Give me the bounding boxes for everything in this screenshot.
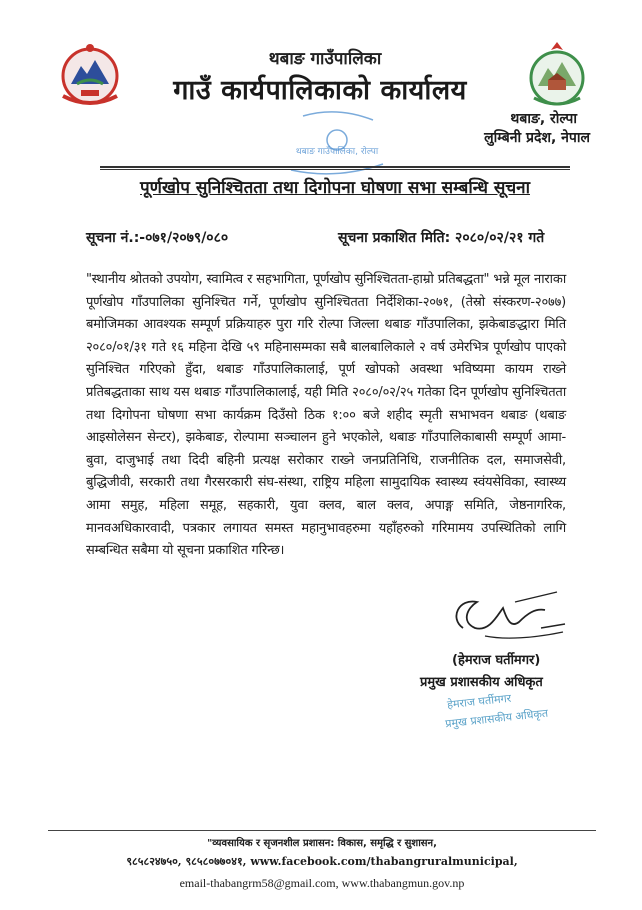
title-rule-thick [100, 166, 570, 168]
notice-publish-date: सूचना प्रकाशित मिति: २०८०/०२/२१ गते [338, 230, 545, 246]
notice-body: "स्थानीय श्रोतको उपयोग, स्वामित्व र सहभागिता, पूर्णखोप सुनिश्चितता-हाम्रो प्रतिबद्धता" भन्ने मूल नाराका पूर्णखोप गाँउपालिका सुनिश्चित गर्ने, पूर्णखोप सुनिश्चितता निर्देशिका-२०७१, (तेस्रो संस्करण-२०७७) बमोजिमका आवश्यक सम्पूर्ण प्रक्रियाहरु पुरा गरि रोल्पा जिल्ला थबाङ गाँउपालिका, झकेबाङद्धारा मिति २०८०/०१/३१ गते १६ महिना देखि ५९ महिनासम्मका सबै बालबालिकाले २ वर्ष उमेरभित्र पूर्णखोप पाएको सुनिश्चित गरिएको हुँदा, थबाङ गाँउपालिकालाई, पूर्ण खोपको अवस्था भविष्यमा कायम राख्ने प्रतिबद्धताका साथ यस थबाङ गाँउपालिकालाई, यही मिति २०८०/०२/२५ गतेका दिन पूर्णखोप सुनिश्चितता तथा दिगोपना घोषणा सभा कार्यक्रम दिउँसो ठिक १:०० बजे शहीद स्मृती सभाभवन थबाङ (थबाङ आइसोलेसन सेन्टर), झकेबाङ, रोल्पामा सञ्चालन हुने भएकोले, थबाङ गाँउपालिकाबासी सम्पूर्ण आमा-बुवा, दाजुभाई तथा दिदी बहिनी प्रत्यक्ष सरोकार राख्ने जनप्रतिनिधि, राजनीतिक दल, समाजसेवी, बुद्धिजीवी, सरकारी तथा गैरसरकारी संघ-संस्था, राष्ट्रिय महिला सामुदायिक स्वास्थ्य स्वंयसेविका, स्वास्थ्य आमा समुह, महिला समूह, सहकारी, युवा क्लव, बाल क्लव, अपाङ्ग समिति, जेष्ठनागरिक, मानवअधिकारवादी, पत्रकार लगायत समस्त महानुभावहरुमा यहाँहरुको गरिमामय उपस्थितिको लागि सम्बन्धित सबैमा यो सूचना प्रकाशित गरिन्छ। [86, 272, 566, 559]
footer-slogan: "व्यवसायिक र सृजनशील प्रशासन: विकास, समृद्धि र सुशासन, [207, 838, 437, 849]
notice-title: पूर्णखोप सुनिश्चितता तथा दिगोपना घोषणा सभा सम्बन्धि सूचना [140, 178, 530, 198]
signatory-title: प्रमुख प्रशासकीय अधिकृत [420, 675, 543, 690]
stamp-text: थबाङ गाउँपालिका, रोल्पा [295, 147, 379, 157]
office-name: गाउँ कार्यपालिकाको कार्यालय [173, 75, 467, 106]
footer-divider [48, 830, 596, 831]
seal-name: हेमराज घर्तीमगर [446, 691, 512, 712]
notice-reference-number: सूचना नं.:-०७१/२०७९/०८० [86, 230, 229, 246]
address-line-1: थबाङ, रोल्पा [510, 111, 577, 127]
signatory-name: (हेमराज घर्तीमगर) [452, 653, 541, 668]
title-rule-thin [100, 169, 570, 170]
signature-icon [445, 588, 575, 646]
municipality-logo-icon [526, 40, 588, 110]
footer-email-website: email-thabangrm58@gmail.com, www.thabangmun.gov.np [179, 876, 465, 890]
footer-contact: ९८५८२४७५०, ९८५८०७७०४१, www.facebook.com/thabangruralmunicipal, [126, 855, 518, 868]
address-line-2: लुम्बिनी प्रदेश, नेपाल [484, 130, 590, 146]
org-name: थबाङ गाउँपालिका [268, 49, 382, 69]
seal-title: प्रमुख प्रशासकीय अधिकृत [444, 706, 549, 731]
